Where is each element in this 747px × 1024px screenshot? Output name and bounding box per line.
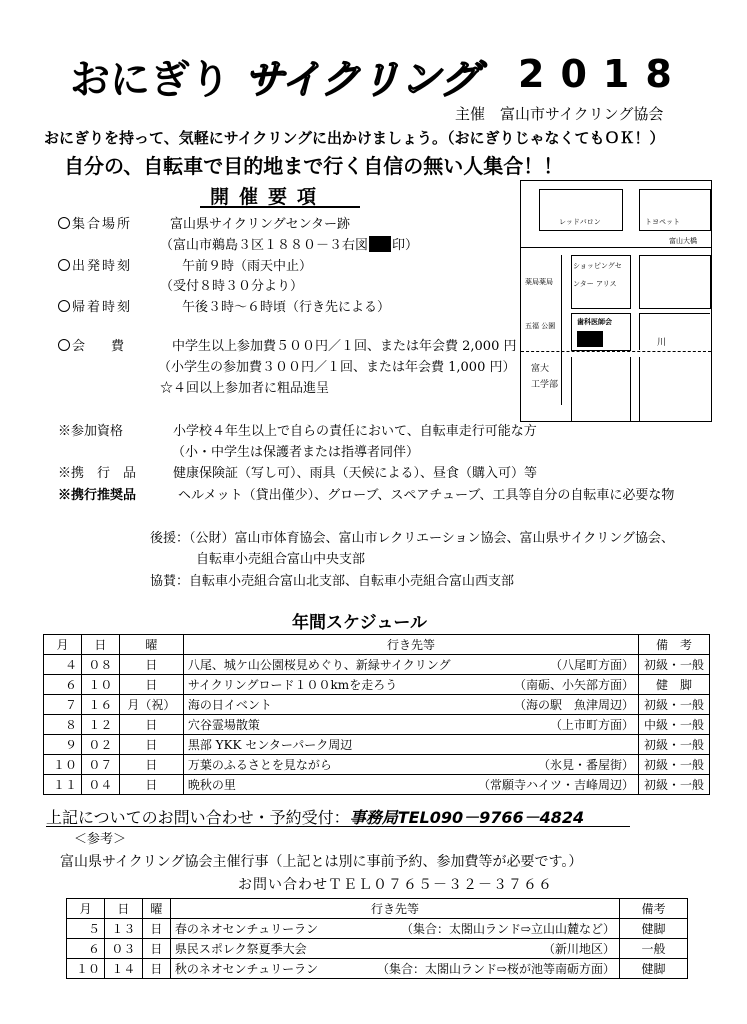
cell-destination (183, 695, 638, 715)
map-marker-icon (577, 331, 603, 347)
cell-destination (183, 675, 638, 695)
cell-weekday: 日 (119, 655, 183, 675)
meet-value: 富山県サイクリングセンター跡 (170, 217, 351, 232)
cell-month: ６ (44, 675, 82, 695)
recommended-row (58, 484, 674, 503)
call-text: 自分の、自転車で目的地まで行く自信の無い人集合！！ (64, 154, 564, 178)
cell-destination (183, 715, 638, 735)
destination-area: （海の駅 魚津周辺） (514, 698, 635, 712)
title-onigiri: おにぎり (70, 57, 230, 103)
schedule-title: 年間スケジュール (292, 613, 427, 633)
circle-bullet-icon (58, 217, 70, 229)
cell-month: ７ (44, 695, 82, 715)
col-note: 備 考 (639, 635, 710, 655)
cell-month: ５ (67, 919, 105, 939)
cell-day: １３ (104, 919, 142, 939)
cell-month: ４ (44, 655, 82, 675)
sponsor: 主催 富山市サイクリング協会 (455, 105, 664, 123)
map-road (521, 247, 711, 248)
cell-weekday: 日 (142, 939, 170, 959)
map-label-univ-1: 富大 (531, 364, 550, 374)
cell-destination (170, 919, 619, 939)
fee-row (58, 335, 516, 354)
qualification-value: 小学校４年生以上で自らの責任において、自転車走行可能な方 (173, 424, 537, 439)
return-label: 帰着時刻 (72, 300, 133, 315)
map-label-shopping-1: ショッピングセ (573, 262, 622, 270)
table-row (44, 755, 710, 775)
meet-row (58, 213, 350, 232)
table-row (67, 919, 688, 939)
col-month: 月 (44, 635, 82, 655)
cell-note: 健脚 (620, 919, 688, 939)
reference-line-2: お問い合わせＴＥＬ０７６５－３２－３７６６ (238, 877, 553, 893)
map-label-red-baron: レッドバロン (559, 218, 601, 226)
circle-bullet-icon (58, 259, 70, 271)
items-label: ※携 行 品 (58, 466, 137, 481)
map-block (571, 357, 631, 421)
cell-weekday: 日 (119, 755, 183, 775)
circle-bullet-icon (58, 339, 70, 351)
map-block (639, 313, 710, 350)
qualification-row (58, 420, 537, 439)
contact-phone: 事務局TEL090－9766－4824 (349, 808, 585, 827)
destination-text: 八尾、城ケ山公園桜見めぐり、新緑サイクリング (187, 658, 451, 672)
section-title-underline (200, 206, 360, 208)
cell-weekday: 日 (142, 919, 170, 939)
return-value: 午後３時～６時頃（行き先による） (182, 300, 391, 315)
cell-note: 初級・一般 (639, 655, 710, 675)
cell-day: ０３ (104, 939, 142, 959)
fee-child: （小学生の参加費３００円／１回、または年会費 1,000 円） (158, 360, 516, 375)
destination-area: （氷見・番屋街） (538, 758, 635, 772)
cell-day: １４ (104, 959, 142, 979)
table-row (67, 959, 688, 979)
table-row (44, 715, 710, 735)
fee-gift: ☆４回以上参加者に粗品進呈 (160, 381, 330, 396)
cell-note: 初級・一般 (639, 735, 710, 755)
cell-month: １０ (44, 755, 82, 775)
destination-text: 晩秋の里 (187, 778, 236, 792)
table-row (44, 775, 710, 795)
map-marker-icon (369, 236, 391, 252)
map-label-park: 五福 公園 (525, 322, 556, 330)
table-row (44, 655, 710, 675)
meet-address-suffix: 印） (392, 238, 419, 253)
recommended-value: ヘルメット（貸出僅少）、グローブ、スペアチューブ、工具等自分の自転車に必要な物 (178, 488, 675, 503)
col-day: 日 (81, 635, 119, 655)
destination-area: （集合：太閤山ランド⇨桜が池等南砺方面） (377, 962, 616, 976)
destination-text: 秋のネオセンチュリーラン (174, 962, 319, 976)
support-label: 後援： (150, 531, 190, 546)
map-label-univ-2: 工学部 (531, 380, 559, 390)
destination-text: 黒部 YKK センターパーク周辺 (187, 738, 353, 752)
cell-month: １１ (44, 775, 82, 795)
qualification-label: ※参加資格 (58, 424, 124, 439)
meet-address-text: （富山市鵜島３区１８８０－３右図 (160, 238, 369, 253)
location-map (520, 180, 712, 422)
section-title: 開催要項 (210, 186, 327, 208)
cell-day: ０２ (81, 735, 119, 755)
cell-destination (183, 775, 638, 795)
title-cycling: サイクリング (243, 57, 480, 103)
col-day: 日 (104, 899, 142, 919)
table-row (44, 695, 710, 715)
destination-area: （南砺、小矢部方面） (514, 678, 635, 692)
cell-month: ８ (44, 715, 82, 735)
fee-value: 中学生以上参加費５００円／１回、または年会費 2,000 円 (172, 339, 517, 354)
return-row (58, 296, 390, 315)
title-year: 2018 (518, 52, 688, 96)
meet-label: 集合場所 (72, 217, 133, 232)
map-label-river: 川 (657, 338, 667, 348)
table-row (67, 939, 688, 959)
reference-header-row (67, 899, 688, 919)
cosponsor-row (150, 570, 514, 589)
contact-underline (46, 826, 630, 827)
table-row (44, 675, 710, 695)
cell-day: ０４ (81, 775, 119, 795)
map-label-pharmacy: 薬局薬局 (525, 278, 553, 286)
destination-text: 県民スポレク祭夏季大会 (174, 942, 307, 956)
cell-destination (183, 655, 638, 675)
cell-day: １６ (81, 695, 119, 715)
contact-text: 上記についてのお問い合わせ・予約受付： (46, 808, 350, 827)
contact-line (46, 805, 584, 828)
cell-note: 初級・一般 (639, 695, 710, 715)
reference-label: ＜参考＞ (74, 832, 127, 847)
circle-bullet-icon (58, 300, 70, 312)
cell-day: ０７ (81, 755, 119, 775)
items-value: 健康保険証（写し可）、雨具（天候による）、昼食（購入可）等 (173, 466, 538, 481)
cell-note: 健脚 (620, 959, 688, 979)
cosponsor-text: 自転車小売組合富山北支部、自転車小売組合富山西支部 (189, 574, 515, 589)
qualification-note: （小・中学生は保護者または指導者同伴） (172, 445, 420, 460)
destination-text: 穴谷霊場散策 (187, 718, 260, 732)
col-weekday: 曜 (142, 899, 170, 919)
cell-note: 初級・一般 (639, 755, 710, 775)
cell-weekday: 日 (142, 959, 170, 979)
title (70, 48, 480, 105)
cell-destination (170, 939, 619, 959)
reception-text: （受付８時３０分より） (160, 279, 304, 294)
cell-note: 一般 (620, 939, 688, 959)
depart-label: 出発時刻 (72, 259, 133, 274)
reference-line-1: 富山県サイクリング協会主催行事（上記とは別に事前予約、参加費等が必要です。） (60, 854, 583, 870)
cosponsor-label: 協賛： (150, 574, 190, 589)
cell-note: 中級・一般 (639, 715, 710, 735)
cell-weekday: 日 (119, 735, 183, 755)
schedule-header-row (44, 635, 710, 655)
items-row (58, 462, 537, 481)
cell-month: ９ (44, 735, 82, 755)
schedule-table (43, 634, 710, 795)
destination-text: サイクリングロード１００kmを走ろう (187, 678, 398, 692)
support-text-2: 自転車小売組合富山中央支部 (196, 552, 366, 567)
destination-text: 春のネオセンチュリーラン (174, 922, 319, 936)
col-weekday: 曜 (119, 635, 183, 655)
fee-label: 会 費 (72, 339, 125, 354)
cell-day: ０８ (81, 655, 119, 675)
destination-text: 万葉のふるさとを見ながら (187, 758, 332, 772)
map-label-toyopet: トヨペット (645, 218, 680, 226)
support-text-1: （公財）富山市体育協会、富山市レクリエーション協会、富山県サイクリング協会、 (189, 531, 675, 546)
map-label-dentist: 歯科医師会 (577, 317, 612, 326)
cell-month: １０ (67, 959, 105, 979)
depart-row (58, 255, 312, 274)
destination-area: （集合：太閤山ランド⇨立山山麓など） (401, 922, 616, 936)
cell-destination (170, 959, 619, 979)
cell-note: 初級・一般 (639, 775, 710, 795)
reference-table (66, 898, 688, 979)
intro-text: おにぎりを持って、気軽にサイクリングに出かけましょう。（おにぎりじゃなくてもＯＫ！） (44, 129, 665, 147)
col-destination: 行き先等 (183, 635, 638, 655)
cell-note: 健 脚 (639, 675, 710, 695)
destination-area: （八尾町方面） (550, 658, 635, 672)
meet-address (160, 234, 418, 253)
cell-weekday: 日 (119, 715, 183, 735)
cell-destination (183, 755, 638, 775)
cell-weekday: 日 (119, 775, 183, 795)
cell-day: １２ (81, 715, 119, 735)
col-month: 月 (67, 899, 105, 919)
cell-destination (183, 735, 638, 755)
recommended-label: ※携行推奨品 (58, 488, 137, 503)
map-river-line (521, 351, 711, 352)
destination-area: （新川地区） (543, 942, 616, 956)
col-note: 備考 (620, 899, 688, 919)
table-row (44, 735, 710, 755)
map-label-shopping-2: ンター アリス (573, 280, 617, 288)
col-destination: 行き先等 (170, 899, 619, 919)
map-block (639, 255, 711, 309)
cell-day: １０ (81, 675, 119, 695)
support-row (150, 527, 674, 546)
destination-area: （常願寺ハイツ・吉峰周辺） (478, 778, 635, 792)
map-block (639, 357, 710, 421)
cell-weekday: 月（祝） (119, 695, 183, 715)
cell-weekday: 日 (119, 675, 183, 695)
destination-text: 海の日イベント (187, 698, 272, 712)
destination-area: （上市町方面） (550, 718, 635, 732)
map-label-road: 富山大橋 (669, 237, 697, 245)
cell-month: ６ (67, 939, 105, 959)
depart-value: 午前９時（雨天中止） (182, 259, 313, 274)
